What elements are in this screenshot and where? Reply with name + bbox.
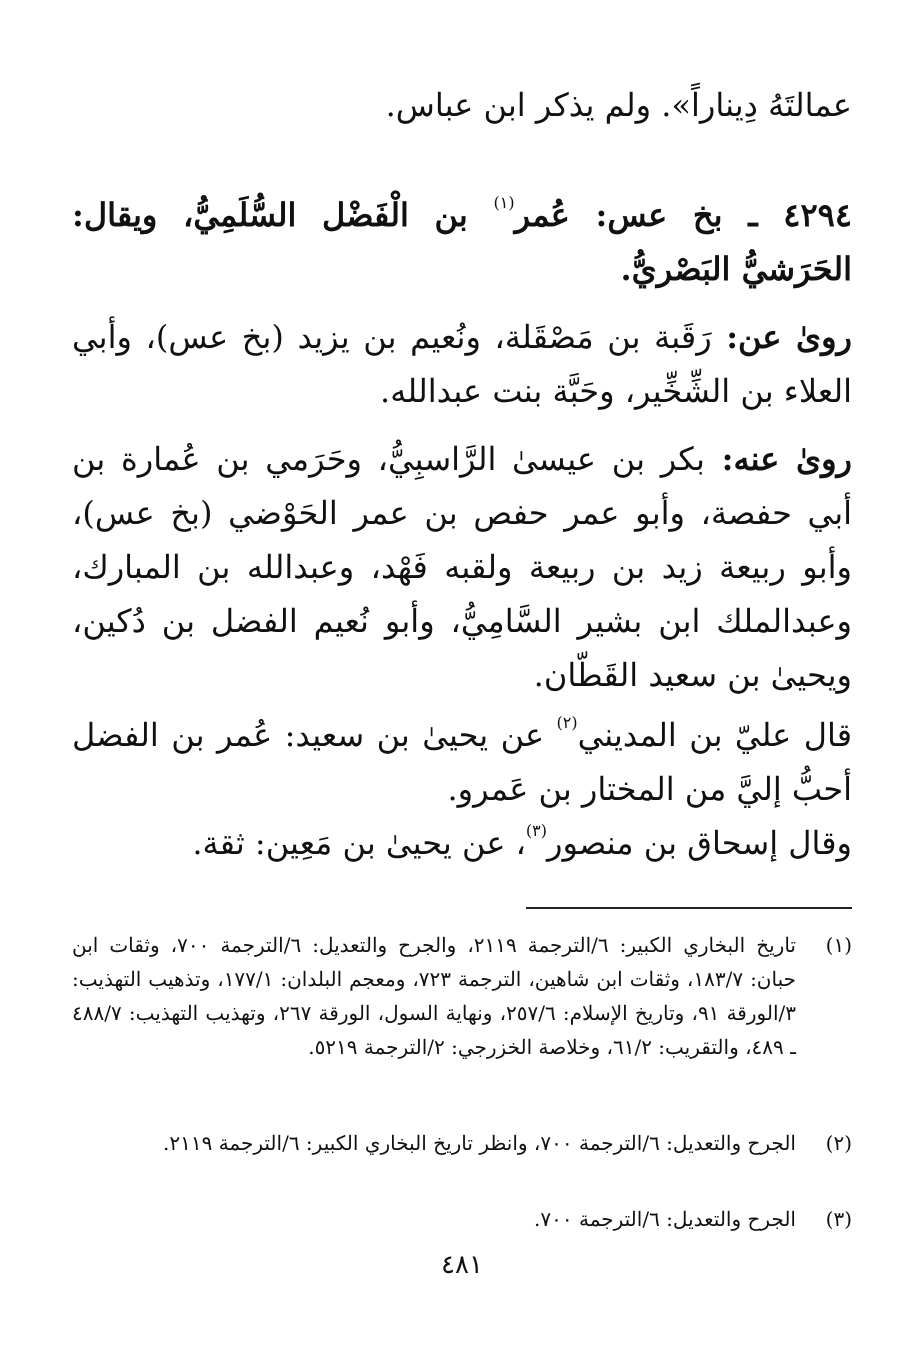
entry-name-rest: بن الْفَضْل السُّلَمِيُّ، ويقال: الحَرَشيُّ البَصْريُّ. [72,196,852,288]
narrated-from-paragraph [72,310,852,418]
quote-pre: قال عليّ بن المديني [577,716,853,754]
quote-post: ، عن يحيىٰ بن مَعِين: ثقة. [192,824,526,862]
footnote-text: الجرح والتعديل: ٦/الترجمة ٧٠٠. [534,1207,796,1231]
footnote-3 [72,1202,852,1236]
footnote-text: الجرح والتعديل: ٦/الترجمة ٧٠٠، وانظر تاريخ البخاري الكبير: ٦/الترجمة ٢١١٩. [163,1131,796,1155]
quote-post: عن يحيىٰ بن سعيد: عُمر بن الفضل أحبُّ إليَّ من المختار بن عَمرو. [72,716,852,808]
quote-pre: وقال إسحاق بن منصور [547,824,852,862]
paragraph-continuation [72,78,852,132]
footnote-divider [526,907,852,909]
footnote-2 [72,1126,852,1160]
narrated-from-text: رَقَبة بن مَصْقَلة، ونُعيم بن يزيد (بخ عس)، وأبي العلاء بن الشِّخِّير، وحَبَّة بنت عبدالله. [72,318,852,410]
footnote-ref-3: (٣) [525,821,547,840]
page-number: ٤٨١ [441,1250,483,1280]
footnote-number: (٣) [825,1207,852,1231]
ishaq-paragraph [72,816,852,870]
footnote-1 [72,928,852,1064]
footnote-ref-1: (١) [493,193,515,212]
ibn-madini-paragraph [72,708,852,816]
narrated-from-label: روىٰ عن: [711,318,853,356]
entry-number-name: ٤٢٩٤ ـ بخ عس: عُمر [514,196,853,234]
footnote-number: (١) [825,933,852,957]
paragraph-text: عمالتَهُ دِيناراً». ولم يذكر ابن عباس. [385,86,852,124]
narrated-by-label: روىٰ عنه: [704,440,852,478]
footnote-text: تاريخ البخاري الكبير: ٦/الترجمة ٢١١٩، والجرح والتعديل: ٦/الترجمة ٧٠٠، وثقات ابن حبان: ١٨٣/٧، وثقات ابن شاهين، الترجمة ٧٢٣، ومعجم البلدان: ١٧٧/١، وتذهيب التهذيب: ٣/الورقة ٩١، وتاريخ الإسلام: ٢٥٧/٦، ونهاية السول، الورقة ٢٦٧، وتهذيب التهذيب: ٤٨٨/٧ ـ ٤٨٩، والتقريب: ٦١/٢، وخلاصة الخزرجي: ٢/الترجمة ٥٢١٩. [72,933,797,1059]
footnote-ref-2: (٢) [556,713,578,732]
narrated-by-paragraph [72,432,852,702]
footnote-number: (٢) [825,1131,852,1155]
entry-heading [72,188,852,296]
narrated-by-text: بكر بن عيسىٰ الرَّاسبِيُّ، وحَرَمي بن عُمارة بن أبي حفصة، وأبو عمر حفص بن عمر الحَوْضي (بخ عس)، وأبو ربيعة زيد بن ربيعة ولقبه فَهْد، وعبدالله بن المبارك، وعبدالملك ابن بشير السَّامِيُّ، وأبو نُعيم الفضل بن دُكين، ويحيىٰ بن سعيد القَطّان. [72,440,852,694]
